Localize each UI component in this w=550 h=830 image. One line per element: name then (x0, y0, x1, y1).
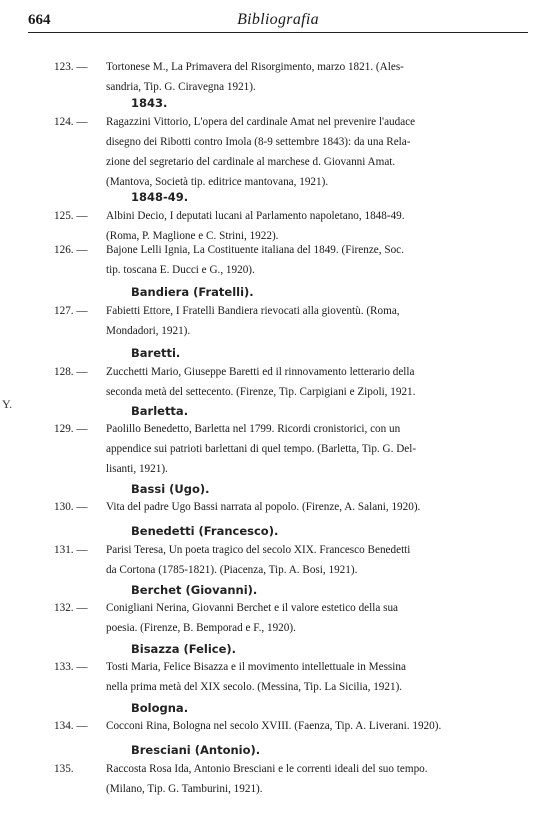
section-heading: Benedetti (Francesco). (131, 524, 279, 538)
entry-line: seconda metà del settecento. (Firenze, Tip. Carpigiani e Zipoli, 1921. (106, 386, 416, 398)
page-number: 664 (28, 12, 51, 28)
entry-line: (Mantova, Società tip. editrice mantovana, 1921). (106, 176, 329, 188)
entry-line: 133. — Tosti Maria, Felice Bisazza e il movimento intellettuale in Messina (54, 657, 524, 677)
section-heading: Baretti. (131, 346, 181, 360)
entry-line: da Cortona (1785-1821). (Piacenza, Tip. A. Bosi, 1921). (106, 564, 358, 576)
entry-number: 130. — (54, 501, 88, 513)
entry-line: Mondadori, 1921). (106, 325, 191, 337)
entry-line: (Milano, Tip. G. Tamburini, 1921). (106, 783, 263, 795)
entry-line: 135. Raccosta Rosa Ida, Antonio Bresciani e le correnti ideali del suo tempo. (54, 759, 524, 779)
margin-mark: Y. (2, 397, 13, 411)
section-heading: 1848-49. (131, 190, 189, 204)
entry-number: 132. — (54, 602, 88, 614)
entry-line: 134. — Cocconi Rina, Bologna nel secolo XVIII. (Faenza, Tip. A. Liverani. 1920). (54, 716, 524, 736)
entry-number: 124. — (54, 116, 88, 128)
entry-line: 124. — Ragazzini Vittorio, L'opera del cardinale Amat nel prevenire l'audace (54, 112, 524, 132)
section-heading: Barletta. (131, 404, 189, 418)
entry-line: appendice sui patrioti barlettani di quel tempo. (Barletta, Tip. G. Del- (106, 443, 417, 455)
bib-entry-124 (54, 112, 524, 192)
entry-line: disegno dei Ribotti contro Imola (8-9 settembre 1843): da una Rela- (106, 136, 411, 148)
entry-number: 135. (54, 763, 74, 775)
bib-entry-130 (54, 497, 524, 517)
entry-number: 129. — (54, 423, 88, 435)
bib-entry-126 (54, 240, 524, 280)
section-heading: Bologna. (131, 701, 189, 715)
bib-entry-128 (54, 362, 524, 402)
running-head: Bibliografia (237, 11, 319, 28)
entry-line: lisanti, 1921). (106, 463, 168, 475)
entry-line: 129. — Paolillo Benedetto, Barletta nel 1799. Ricordi cronistorici, con un (54, 419, 524, 439)
bib-entry-131 (54, 540, 524, 580)
bib-entry-129 (54, 419, 524, 479)
entry-number: 126. — (54, 244, 88, 256)
entry-line: 125. — Albini Decio, I deputati lucani al Parlamento napoletano, 1848-49. (54, 206, 524, 226)
entry-number: 131. — (54, 544, 88, 556)
entry-line: 130. — Vita del padre Ugo Bassi narrata al popolo. (Firenze, A. Salani, 1920). (54, 497, 524, 517)
entry-line: 128. — Zucchetti Mario, Giuseppe Baretti ed il rinnovamento letterario della (54, 362, 524, 382)
entry-line: 132. — Conigliani Nerina, Giovanni Berchet e il valore estetico della sua (54, 598, 524, 618)
entry-number: 133. — (54, 661, 88, 673)
page-header (28, 10, 528, 33)
bib-entry-133 (54, 657, 524, 697)
bib-entry-132 (54, 598, 524, 638)
entry-number: 127. — (54, 305, 88, 317)
section-heading: Bresciani (Antonio). (131, 743, 261, 757)
section-heading: Bisazza (Felice). (131, 642, 237, 656)
bib-entry-127 (54, 301, 524, 341)
entry-line: 126. — Bajone Lelli Ignia, La Costituente italiana del 1849. (Firenze, Soc. (54, 240, 524, 260)
entry-line: 131. — Parisi Teresa, Un poeta tragico del secolo XIX. Francesco Benedetti (54, 540, 524, 560)
entry-number: 128. — (54, 366, 88, 378)
entry-number: 123. — (54, 61, 88, 73)
entry-line: 127. — Fabietti Ettore, I Fratelli Bandiera rievocati alla gioventù. (Roma, (54, 301, 524, 321)
bib-entry-123 (54, 57, 524, 97)
entry-line: nella prima metà del XIX secolo. (Messina, Tip. La Sicilia, 1921). (106, 681, 403, 693)
entry-line: tip. toscana E. Ducci e G., 1920). (106, 264, 255, 276)
bib-entry-134 (54, 716, 524, 736)
section-heading: Bandiera (Fratelli). (131, 285, 254, 299)
entry-line: sandria, Tip. G. Ciravegna 1921). (106, 81, 256, 93)
section-heading: 1843. (131, 96, 168, 110)
entry-line: (Roma, P. Maglione e C. Strini, 1922). (106, 230, 279, 242)
entry-number: 125. — (54, 210, 88, 222)
section-heading: Berchet (Giovanni). (131, 583, 258, 597)
entry-line: zione del segretario del cardinale al marchese d. Giovanni Amat. (106, 156, 396, 168)
entry-line: poesia. (Firenze, B. Bemporad e F., 1920). (106, 622, 296, 634)
bib-entry-135 (54, 759, 524, 799)
section-heading: Bassi (Ugo). (131, 482, 210, 496)
entry-number: 134. — (54, 720, 88, 732)
entry-line: 123. — Tortonese M., La Primavera del Risorgimento, marzo 1821. (Ales- (54, 57, 524, 77)
